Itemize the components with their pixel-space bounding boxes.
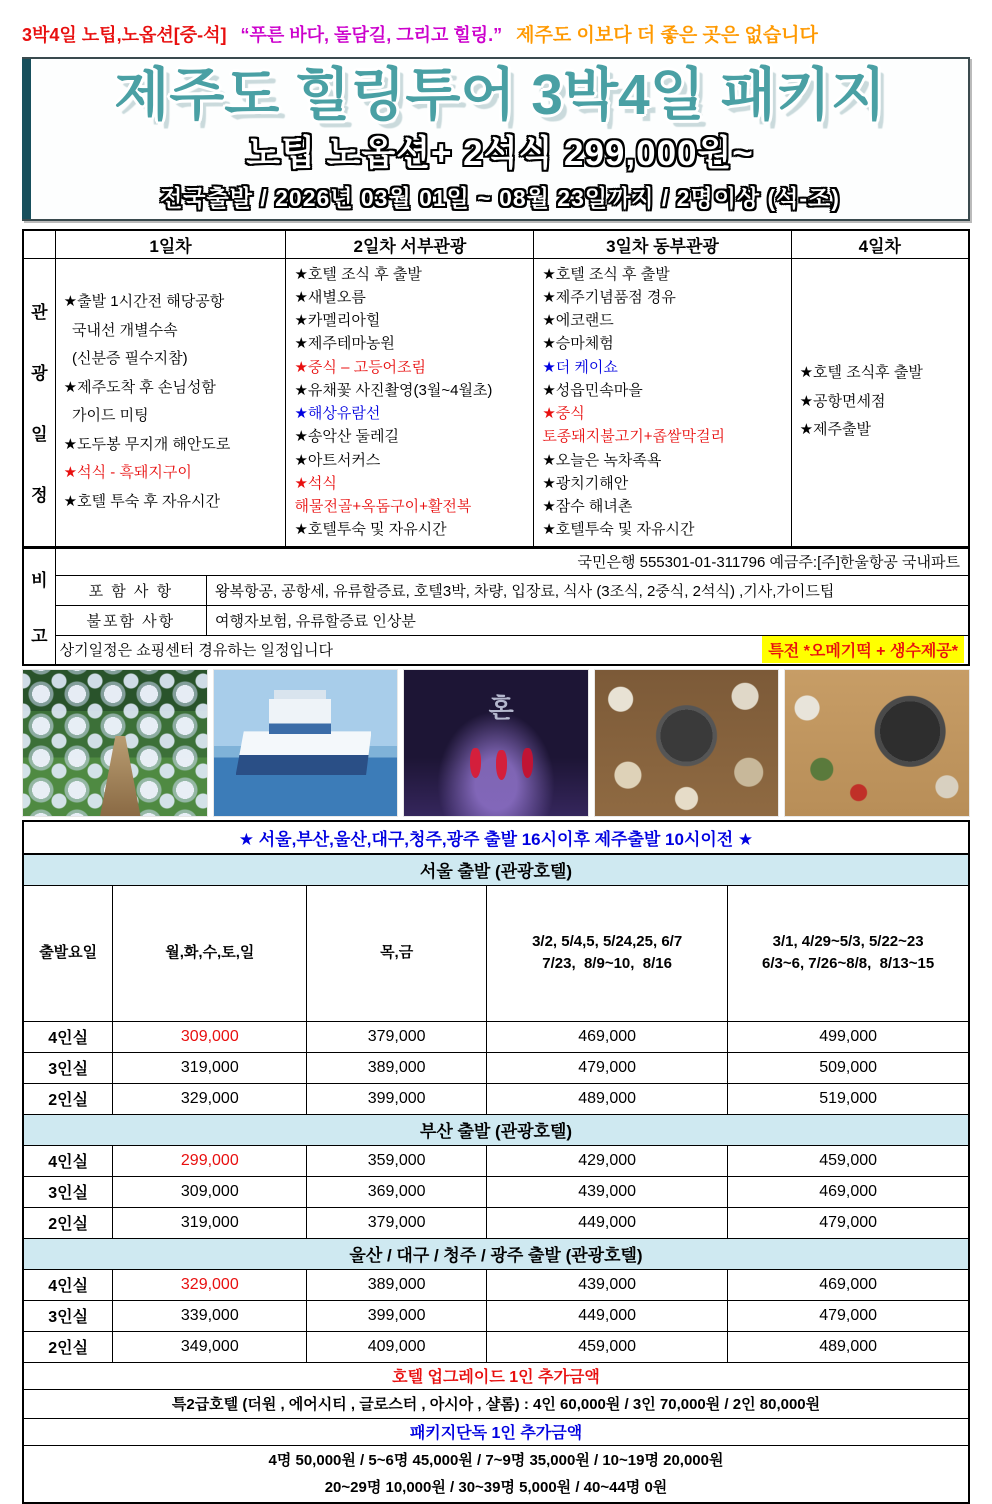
day4-cell bbox=[791, 258, 969, 547]
section-title-busan: 부산 출발 (관광호텔) bbox=[23, 1114, 969, 1145]
price-cell: 479,000 bbox=[728, 1300, 969, 1331]
notes-row-label-text: 비 고 bbox=[31, 570, 48, 646]
hydrangea-garden-photo bbox=[22, 669, 208, 817]
price-row bbox=[23, 1300, 969, 1331]
price-cell: 389,000 bbox=[307, 1052, 487, 1083]
price-row bbox=[23, 1207, 969, 1238]
col-departure-day: 출발요일 bbox=[23, 885, 113, 1021]
top-tagline bbox=[22, 20, 970, 47]
itinerary-item: ★해상유람선 bbox=[294, 405, 381, 422]
notes-row-label bbox=[23, 548, 55, 665]
itinerary-row-label bbox=[23, 258, 55, 547]
price-cell: 379,000 bbox=[307, 1207, 487, 1238]
photo-strip bbox=[22, 669, 970, 817]
price-row bbox=[23, 1145, 969, 1176]
itinerary-item: ★호텔 조식후 출발 bbox=[799, 364, 923, 382]
price-cell: 489,000 bbox=[487, 1083, 728, 1114]
price-row bbox=[23, 1269, 969, 1300]
itinerary-item: ★제주테마농원 bbox=[294, 335, 395, 353]
room-type-label: 2인실 bbox=[23, 1207, 113, 1238]
tagline-quote: “푸른 바다, 돌담길, 그리고 힐링.” bbox=[240, 25, 503, 45]
price-cell: 479,000 bbox=[487, 1052, 728, 1083]
banner-schedule-subtitle: 전국출발 / 2026년 03월 01일 ~ 08월 23일까지 / 2명이상 (석-조) bbox=[160, 185, 840, 211]
banner-left-stripe bbox=[22, 59, 31, 219]
price-row bbox=[23, 1331, 969, 1362]
price-cell: 439,000 bbox=[487, 1269, 728, 1300]
single-package-title: 패키지단독 1인 추가금액 bbox=[23, 1418, 969, 1445]
itinerary-item: 토종돼지불고기+좁쌀막걸리 bbox=[542, 428, 725, 446]
section-title-seoul: 서울 출발 (관광호텔) bbox=[23, 854, 969, 885]
price-cell: 429,000 bbox=[487, 1145, 728, 1176]
day3-cell bbox=[534, 258, 791, 547]
departure-time-note: ★ 서울,부산,울산,대구,청주,광주 출발 16시이후 제주출발 10시이전 ★ bbox=[22, 820, 970, 853]
day1-cell bbox=[55, 258, 286, 547]
itinerary-item: ★공항면세점 bbox=[799, 392, 886, 410]
price-cell: 469,000 bbox=[728, 1269, 969, 1300]
itinerary-item: ★잠수 해녀촌 bbox=[542, 498, 633, 515]
price-cell: 379,000 bbox=[307, 1021, 487, 1052]
room-type-label: 2인실 bbox=[23, 1331, 113, 1362]
itinerary-item: ★제주출발 bbox=[799, 421, 872, 439]
korean-bbq-table-photo bbox=[594, 669, 780, 817]
price-cell: 459,000 bbox=[487, 1331, 728, 1362]
ulsan-price-rows bbox=[23, 1269, 969, 1362]
itinerary-item: 해물전골+옥돔구이+활전복 bbox=[294, 498, 472, 515]
itinerary-item: ★아트서커스 bbox=[294, 451, 381, 469]
price-cell: 509,000 bbox=[728, 1052, 969, 1083]
price-cell: 329,000 bbox=[113, 1269, 307, 1300]
banner-price-subtitle: 노팁 노옵션+ 2석식 299,000원~ bbox=[246, 134, 754, 173]
col-thu-fri: 목,금 bbox=[307, 885, 487, 1021]
price-table bbox=[22, 853, 970, 1504]
banner-title: 제주도 힐링투어 3박4일 패키지 bbox=[114, 63, 886, 127]
price-cell: 389,000 bbox=[307, 1269, 487, 1300]
price-cell: 489,000 bbox=[728, 1331, 969, 1362]
price-cell: 349,000 bbox=[113, 1331, 307, 1362]
bank-account-info: 국민은행 555301-01-311796 예금주:[주]한울항공 국내파트 bbox=[55, 548, 969, 575]
notes-table bbox=[22, 548, 970, 667]
price-cell: 319,000 bbox=[113, 1207, 307, 1238]
room-type-label: 3인실 bbox=[23, 1176, 113, 1207]
room-type-label: 3인실 bbox=[23, 1052, 113, 1083]
price-cell: 479,000 bbox=[728, 1207, 969, 1238]
itinerary-item: ★새별오름 bbox=[294, 288, 366, 306]
price-cell: 499,000 bbox=[728, 1021, 969, 1052]
price-cell: 459,000 bbox=[728, 1145, 969, 1176]
itinerary-item: ★더 케이쇼 bbox=[542, 358, 618, 376]
itinerary-item: ★도두봉 무지개 해안도로 bbox=[63, 435, 231, 453]
itinerary-item: ★송악산 둘레길 bbox=[294, 428, 400, 446]
stage-performance-photo bbox=[403, 669, 589, 817]
price-cell: 399,000 bbox=[307, 1300, 487, 1331]
price-row bbox=[23, 1052, 969, 1083]
hotel-upgrade-detail: 특2급호텔 (더원 , 에어시티 , 글로스터 , 아시아 , 샬롬) : 4인 60,000원 / 3인 70,000원 / 2인 80,000원 bbox=[23, 1389, 969, 1418]
itinerary-item: ★호텔투숙 및 자유시간 bbox=[542, 521, 695, 539]
price-cell: 469,000 bbox=[487, 1021, 728, 1052]
price-cell: 469,000 bbox=[728, 1176, 969, 1207]
price-cell: 449,000 bbox=[487, 1207, 728, 1238]
price-cell: 309,000 bbox=[113, 1021, 307, 1052]
busan-price-rows bbox=[23, 1145, 969, 1238]
itinerary-item: ★호텔 투숙 후 자유시간 bbox=[63, 492, 221, 510]
itinerary-item: ★석식 - 흑돼지구이 bbox=[63, 464, 192, 481]
itinerary-corner-cell bbox=[23, 230, 55, 258]
main-banner bbox=[22, 57, 970, 221]
excluded-detail: 여행자보험, 유류할증료 인상분 bbox=[207, 605, 969, 635]
col-weekdays: 월,화,수,토,일 bbox=[113, 885, 307, 1021]
itinerary-item: ★중식 – 고등어조림 bbox=[294, 358, 427, 376]
section-title-ulsan-daegu: 울산 / 대구 / 청주 / 광주 출발 (관광호텔) bbox=[23, 1238, 969, 1269]
itinerary-item: ★성읍민속마을 bbox=[542, 381, 643, 399]
room-type-label: 4인실 bbox=[23, 1269, 113, 1300]
room-type-label: 4인실 bbox=[23, 1145, 113, 1176]
included-label: 포 함 사 항 bbox=[55, 575, 206, 605]
itinerary-item: ★제주기념품점 경유 bbox=[542, 288, 676, 306]
price-cell: 339,000 bbox=[113, 1300, 307, 1331]
price-row bbox=[23, 1176, 969, 1207]
itinerary-item: ★호텔 조식 후 출발 bbox=[542, 265, 670, 283]
shopping-note: 상기일정은 쇼핑센터 경유하는 일정입니다 bbox=[59, 642, 333, 660]
itinerary-item: ★에코랜드 bbox=[542, 312, 614, 329]
day3-header: 3일차 동부관광 bbox=[534, 230, 791, 258]
itinerary-table bbox=[22, 229, 970, 548]
package-summary-text: 3박4일 노팁,노옵션[중-석] bbox=[22, 25, 227, 45]
day1-header: 1일차 bbox=[55, 230, 286, 258]
itinerary-item: 국내선 개별수속 bbox=[63, 321, 178, 339]
shopping-note-row bbox=[55, 635, 969, 665]
itinerary-item: (신분증 필수지참) bbox=[63, 350, 188, 367]
itinerary-item: 가이드 미팅 bbox=[63, 407, 149, 424]
day2-cell bbox=[286, 258, 534, 547]
price-cell: 299,000 bbox=[113, 1145, 307, 1176]
itinerary-item: ★제주도착 후 손님성함 bbox=[63, 378, 216, 396]
price-cell: 359,000 bbox=[307, 1145, 487, 1176]
itinerary-item: ★광치기해안 bbox=[542, 474, 629, 492]
included-detail: 왕복항공, 공항세, 유류할증료, 호텔3박, 차량, 입장료, 식사 (3조식, 2중식, 2석식) ,기사,가이드팁 bbox=[207, 575, 969, 605]
itinerary-item: ★호텔 조식 후 출발 bbox=[294, 265, 422, 283]
price-cell: 329,000 bbox=[113, 1083, 307, 1114]
price-cell: 399,000 bbox=[307, 1083, 487, 1114]
seafood-grill-table-photo bbox=[784, 669, 970, 817]
itinerary-row-label-text: 관 광 일 정 bbox=[31, 303, 48, 505]
price-cell: 309,000 bbox=[113, 1176, 307, 1207]
itinerary-item: ★중식 bbox=[542, 405, 585, 422]
tagline-slogan: 제주도 이보다 더 좋은 곳은 없습니다 bbox=[516, 25, 818, 46]
col-peak-dates-2: 3/1, 4/29~5/3, 5/22~23 6/3~6, 7/26~8/8, 8/13~15 bbox=[728, 885, 969, 1021]
price-row bbox=[23, 1083, 969, 1114]
room-type-label: 3인실 bbox=[23, 1300, 113, 1331]
price-cell: 519,000 bbox=[728, 1083, 969, 1114]
itinerary-item: ★카멜리아힐 bbox=[294, 312, 381, 329]
bonus-badge: 특전 *오메기떡 + 생수제공* bbox=[762, 636, 964, 663]
ferry-ship-photo bbox=[213, 669, 399, 817]
room-type-label: 4인실 bbox=[23, 1021, 113, 1052]
price-cell: 409,000 bbox=[307, 1331, 487, 1362]
itinerary-item: ★출발 1시간전 해당공항 bbox=[63, 293, 225, 310]
day2-header: 2일차 서부관광 bbox=[286, 230, 534, 258]
price-cell: 439,000 bbox=[487, 1176, 728, 1207]
itinerary-item: ★호텔투숙 및 자유시간 bbox=[294, 521, 447, 539]
hotel-upgrade-title: 호텔 업그레이드 1인 추가금액 bbox=[23, 1362, 969, 1389]
day4-header: 4일차 bbox=[791, 230, 969, 258]
itinerary-item: ★승마체험 bbox=[542, 335, 614, 353]
excluded-label: 불포함 사항 bbox=[55, 605, 206, 635]
itinerary-item: ★석식 bbox=[294, 474, 337, 492]
itinerary-item: ★오늘은 녹차족욕 bbox=[542, 451, 662, 469]
price-cell: 369,000 bbox=[307, 1176, 487, 1207]
price-cell: 449,000 bbox=[487, 1300, 728, 1331]
seoul-price-rows bbox=[23, 1021, 969, 1114]
price-row bbox=[23, 1021, 969, 1052]
itinerary-item: ★유채꽃 사진촬영(3월~4월초) bbox=[294, 381, 493, 399]
single-package-detail: 4명 50,000원 / 5~6명 45,000원 / 7~9명 35,000원 / 10~19명 20,000원 20~29명 10,000원 / 30~39명 5,000원 / 40~44명 0원 bbox=[23, 1445, 969, 1503]
col-peak-dates-1: 3/2, 5/4,5, 5/24,25, 6/7 7/23, 8/9~10, 8/16 bbox=[487, 885, 728, 1021]
price-header-row bbox=[23, 885, 969, 1021]
room-type-label: 2인실 bbox=[23, 1083, 113, 1114]
price-cell: 319,000 bbox=[113, 1052, 307, 1083]
